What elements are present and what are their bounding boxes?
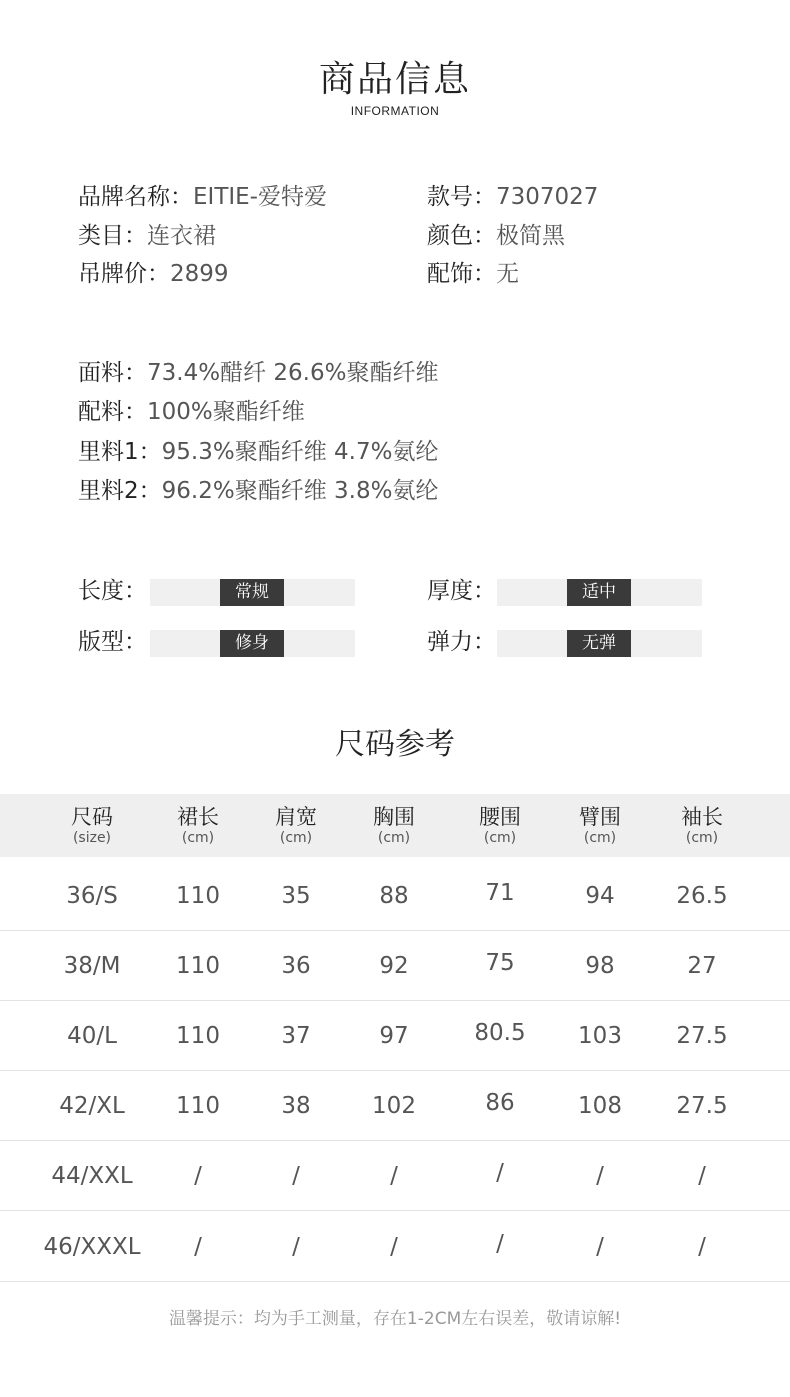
size-table-title: 尺码参考	[335, 727, 455, 762]
sleeve-cell: 26.5	[676, 883, 728, 909]
accessory-row	[427, 259, 519, 289]
bust-cell: 88	[379, 883, 409, 909]
page-subtitle: INFORMATION	[350, 104, 440, 118]
price-value: 2899	[170, 261, 229, 287]
length-attribute	[78, 576, 358, 606]
waist-cell: /	[496, 1231, 504, 1257]
material-value: 96.2%聚酯纤维 3.8%氨纶	[161, 478, 439, 504]
table-row	[0, 930, 790, 1001]
sleeve-cell: 27	[687, 953, 717, 979]
accessory-label: 配饰：	[427, 261, 496, 287]
length-cell: /	[194, 1163, 202, 1189]
material-value: 95.3%聚酯纤维 4.7%氨纶	[161, 439, 439, 465]
elasticity-label: 弹力：	[427, 629, 496, 655]
brand-label: 品牌名称：	[78, 184, 193, 210]
measurement-tip: 温馨提示：均为手工测量，存在1-2CM左右误差，敬请谅解!	[168, 1309, 622, 1329]
category-label: 类目：	[78, 223, 147, 249]
sleeve-cell: 27.5	[676, 1093, 728, 1119]
header-cell	[550, 804, 650, 846]
arm-cell: 103	[578, 1023, 622, 1049]
size-cell: 42/XL	[59, 1093, 125, 1119]
header-cell	[344, 804, 444, 846]
shoulder-cell: 38	[281, 1093, 311, 1119]
waist-cell: 75	[485, 950, 515, 976]
table-row	[0, 1070, 790, 1141]
size-cell: 36/S	[66, 883, 118, 909]
style-value: 7307027	[496, 184, 599, 210]
header-unit: (cm)	[279, 830, 313, 846]
material-row	[78, 476, 438, 506]
shoulder-cell: /	[292, 1163, 300, 1189]
size-cell: 46/XXXL	[43, 1234, 141, 1260]
bust-cell: 102	[372, 1093, 416, 1119]
header-cell	[42, 804, 142, 846]
table-row	[0, 1140, 790, 1211]
header-unit: (cm)	[181, 830, 215, 846]
length-cell: 110	[176, 883, 220, 909]
fit-label: 版型：	[78, 629, 147, 655]
brand-value: EITIE-爱特爱	[193, 184, 327, 210]
material-label: 面料：	[78, 360, 147, 386]
arm-cell: 94	[585, 883, 615, 909]
table-row	[0, 1211, 790, 1282]
page-title: 商品信息	[318, 59, 471, 100]
size-table-header	[0, 794, 790, 857]
style-label: 款号：	[427, 184, 496, 210]
shoulder-cell: 36	[281, 953, 311, 979]
category-value: 连衣裙	[147, 223, 216, 249]
brand-row	[78, 182, 327, 212]
fit-chip: 修身	[220, 630, 284, 657]
color-value: 极简黑	[496, 223, 565, 249]
header-unit: (size)	[72, 830, 112, 846]
length-label: 长度：	[78, 578, 147, 604]
elasticity-attribute	[427, 627, 707, 657]
header-name: 袖长	[681, 805, 723, 829]
thickness-attribute	[427, 576, 707, 606]
bust-cell: /	[390, 1163, 398, 1189]
waist-cell: /	[496, 1160, 504, 1186]
size-cell: 44/XXL	[51, 1163, 133, 1189]
material-label: 里料2：	[78, 478, 162, 504]
price-label: 吊牌价：	[78, 261, 170, 287]
arm-cell: /	[596, 1163, 604, 1189]
length-chip: 常规	[220, 579, 284, 606]
header-cell	[246, 804, 346, 846]
shoulder-cell: /	[292, 1234, 300, 1260]
material-row	[78, 358, 438, 388]
material-label: 里料1：	[78, 439, 162, 465]
category-row	[78, 221, 216, 251]
material-row	[78, 437, 438, 467]
length-cell: 110	[176, 1093, 220, 1119]
price-row	[78, 259, 229, 289]
arm-cell: 108	[578, 1093, 622, 1119]
color-row	[427, 221, 565, 251]
section-header	[0, 58, 790, 118]
elasticity-chip: 无弹	[567, 630, 631, 657]
waist-cell: 71	[485, 880, 515, 906]
arm-cell: 98	[585, 953, 615, 979]
header-cell	[148, 804, 248, 846]
header-cell	[652, 804, 752, 846]
header-cell	[450, 804, 550, 846]
table-row	[0, 860, 790, 931]
size-cell: 40/L	[67, 1023, 117, 1049]
bust-cell: 97	[379, 1023, 409, 1049]
thickness-label: 厚度：	[427, 578, 496, 604]
header-name: 肩宽	[275, 805, 317, 829]
header-name: 臂围	[579, 805, 621, 829]
thickness-chip: 适中	[567, 579, 631, 606]
shoulder-cell: 35	[281, 883, 311, 909]
waist-cell: 86	[485, 1090, 515, 1116]
header-name: 胸围	[373, 805, 415, 829]
length-cell: 110	[176, 1023, 220, 1049]
material-value: 73.4%醋纤 26.6%聚酯纤维	[147, 360, 439, 386]
elasticity-scale	[497, 630, 702, 657]
accessory-value: 无	[496, 261, 519, 287]
fit-attribute	[78, 627, 358, 657]
length-cell: /	[194, 1234, 202, 1260]
material-row	[78, 397, 305, 427]
material-value: 100%聚酯纤维	[147, 399, 305, 425]
style-row	[427, 182, 598, 212]
bust-cell: 92	[379, 953, 409, 979]
size-cell: 38/M	[63, 953, 121, 979]
header-unit: (cm)	[685, 830, 719, 846]
shoulder-cell: 37	[281, 1023, 311, 1049]
header-unit: (cm)	[377, 830, 411, 846]
header-unit: (cm)	[583, 830, 617, 846]
length-cell: 110	[176, 953, 220, 979]
header-name: 裙长	[177, 805, 219, 829]
waist-cell: 80.5	[474, 1020, 526, 1046]
color-label: 颜色：	[427, 223, 496, 249]
bust-cell: /	[390, 1234, 398, 1260]
thickness-scale	[497, 579, 702, 606]
material-label: 配料：	[78, 399, 147, 425]
header-name: 尺码	[71, 805, 113, 829]
table-row	[0, 1000, 790, 1071]
sleeve-cell: /	[698, 1234, 706, 1260]
sleeve-cell: 27.5	[676, 1023, 728, 1049]
header-unit: (cm)	[483, 830, 517, 846]
fit-scale	[150, 630, 355, 657]
header-name: 腰围	[479, 805, 521, 829]
arm-cell: /	[596, 1234, 604, 1260]
length-scale	[150, 579, 355, 606]
sleeve-cell: /	[698, 1163, 706, 1189]
